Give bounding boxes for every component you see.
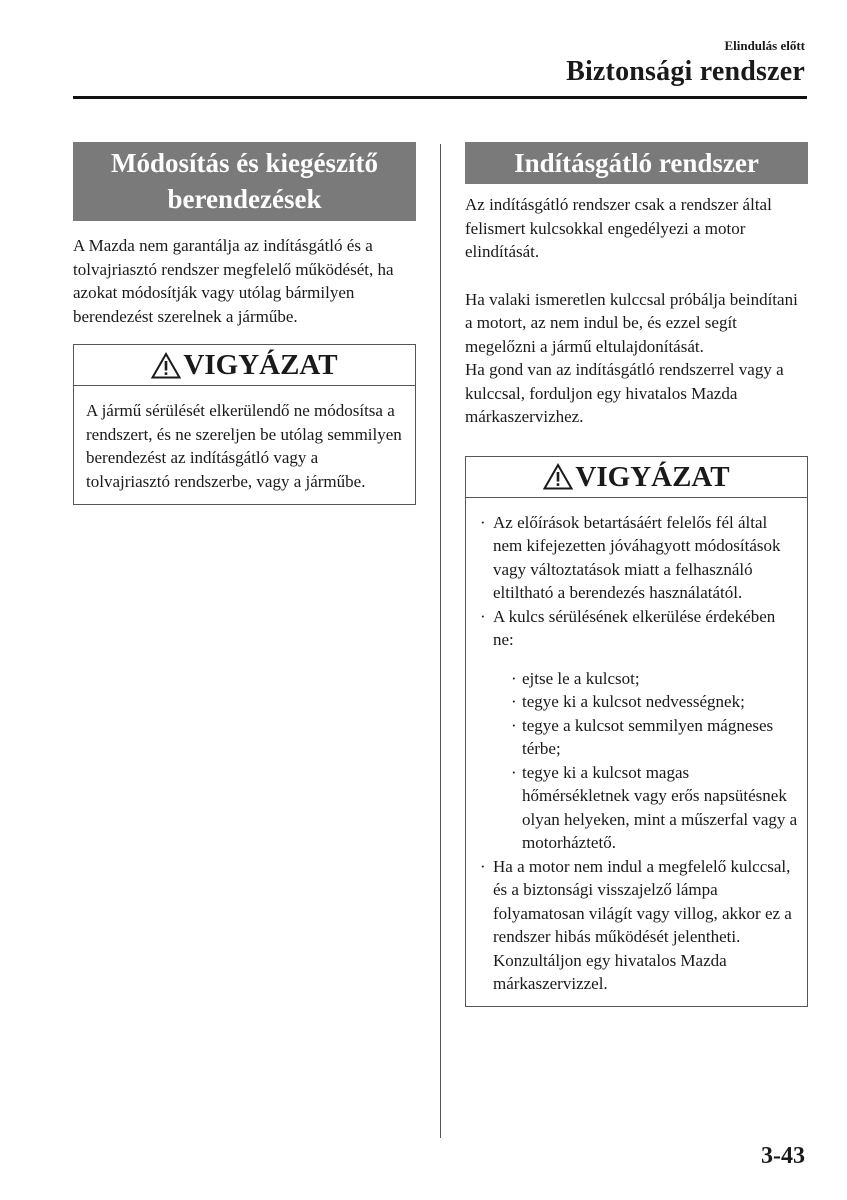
- warning-triangle-icon: [543, 463, 573, 490]
- bullet-dot: ·: [511, 762, 517, 782]
- sub-list-item: [509, 667, 799, 691]
- warning-text: A jármű sérülését elkerülendő ne módosítsa a rendszert, és ne szereljen be utólag semmilyen berendezést az indításgátló vagy a tolvajriasztó rendszerbe, vagy a járműbe.: [86, 401, 402, 491]
- list-item: [478, 605, 799, 855]
- warning-title: VIGYÁZAT: [183, 349, 338, 381]
- list-item-text: Ha a motor nem indul a megfelelő kulccsal, és a biztonsági visszajelző lámpa folyamatosan világít vagy villog, akkor ez a rendszer hibás működését jelentheti. Konzultáljon egy hivatalos Mazda márkaszervizzel.: [493, 856, 792, 993]
- section-heading-immobilizer: Indításgátló rendszer: [465, 142, 808, 184]
- list-item-text: Az előírások betartásáért felelős fél által nem kifejezetten jóváhagyott módosítások vagy változtatások miatt a felhasználó eltiltható a berendezés használatától.: [493, 512, 781, 602]
- bullet-dot: ·: [511, 715, 517, 735]
- left-column: [73, 142, 416, 505]
- modifications-paragraph: A Mazda nem garantálja az indításgátló és a tolvajriasztó rendszer megfelelő működését, ha azokat módosítják vagy utólag bármilyen berendezést szerelnek a járműbe.: [73, 236, 394, 326]
- header-rule: [73, 96, 807, 99]
- bullet-dot: ·: [480, 512, 486, 532]
- heading-line-1: Módosítás és kiegészítő: [111, 148, 378, 178]
- sub-list-item-text: ejtse le a kulcsot;: [522, 668, 640, 688]
- immobilizer-paragraph-1: Az indításgátló rendszer csak a rendszer által felismert kulcsokkal engedélyezi a motor elindítását.: [465, 195, 772, 261]
- warning-header: [466, 457, 807, 498]
- list-item: [478, 511, 799, 605]
- sub-list-item-text: tegye a kulcsot semmilyen mágneses térbe;: [522, 715, 774, 758]
- page-number: 3-43: [761, 1143, 805, 1169]
- immobilizer-paragraph-3: Ha gond van az indításgátló rendszerrel vagy a kulccsal, forduljon egy hivatalos Mazda márkaszervizhez.: [465, 360, 784, 426]
- heading-line-2: berendezések: [167, 184, 322, 214]
- section-heading-modifications: [73, 142, 416, 221]
- list-item-text: A kulcs sérülésének elkerülése érdekében ne:: [493, 606, 776, 649]
- warning-triangle-icon: [151, 352, 181, 379]
- bullet-dot: ·: [480, 856, 486, 876]
- sub-list: [493, 667, 799, 855]
- sub-list-item-text: tegye ki a kulcsot magas hőmérsékletnek vagy erős napsütésnek olyan helyeken, mint a műszerfal vagy a motorháztető.: [522, 762, 798, 852]
- sub-list-item: [509, 761, 799, 855]
- immobilizer-paragraph-2: Ha valaki ismeretlen kulccsal próbálja beindítani a motort, az nem indul be, és ezzel segít megelőzni a jármű eltulajdonítását.: [465, 289, 798, 356]
- warning-box-left: [73, 344, 416, 505]
- page-title: Biztonsági rendszer: [566, 56, 805, 87]
- warning-title: VIGYÁZAT: [575, 460, 730, 493]
- bullet-dot: ·: [511, 668, 517, 688]
- bullet-dot: ·: [480, 606, 486, 626]
- column-divider: [440, 144, 441, 1138]
- sub-list-item-text: tegye ki a kulcsot nedvességnek;: [522, 692, 745, 711]
- warning-list: [466, 498, 807, 1006]
- warning-header: [74, 345, 415, 386]
- bullet-dot: ·: [511, 692, 517, 711]
- list-item: [478, 855, 799, 996]
- sub-list-item: [509, 690, 799, 714]
- sub-list-item: [509, 714, 799, 761]
- warning-box-right: [465, 456, 808, 1007]
- header-section: Elindulás előtt: [724, 38, 805, 53]
- right-column: [465, 142, 808, 1007]
